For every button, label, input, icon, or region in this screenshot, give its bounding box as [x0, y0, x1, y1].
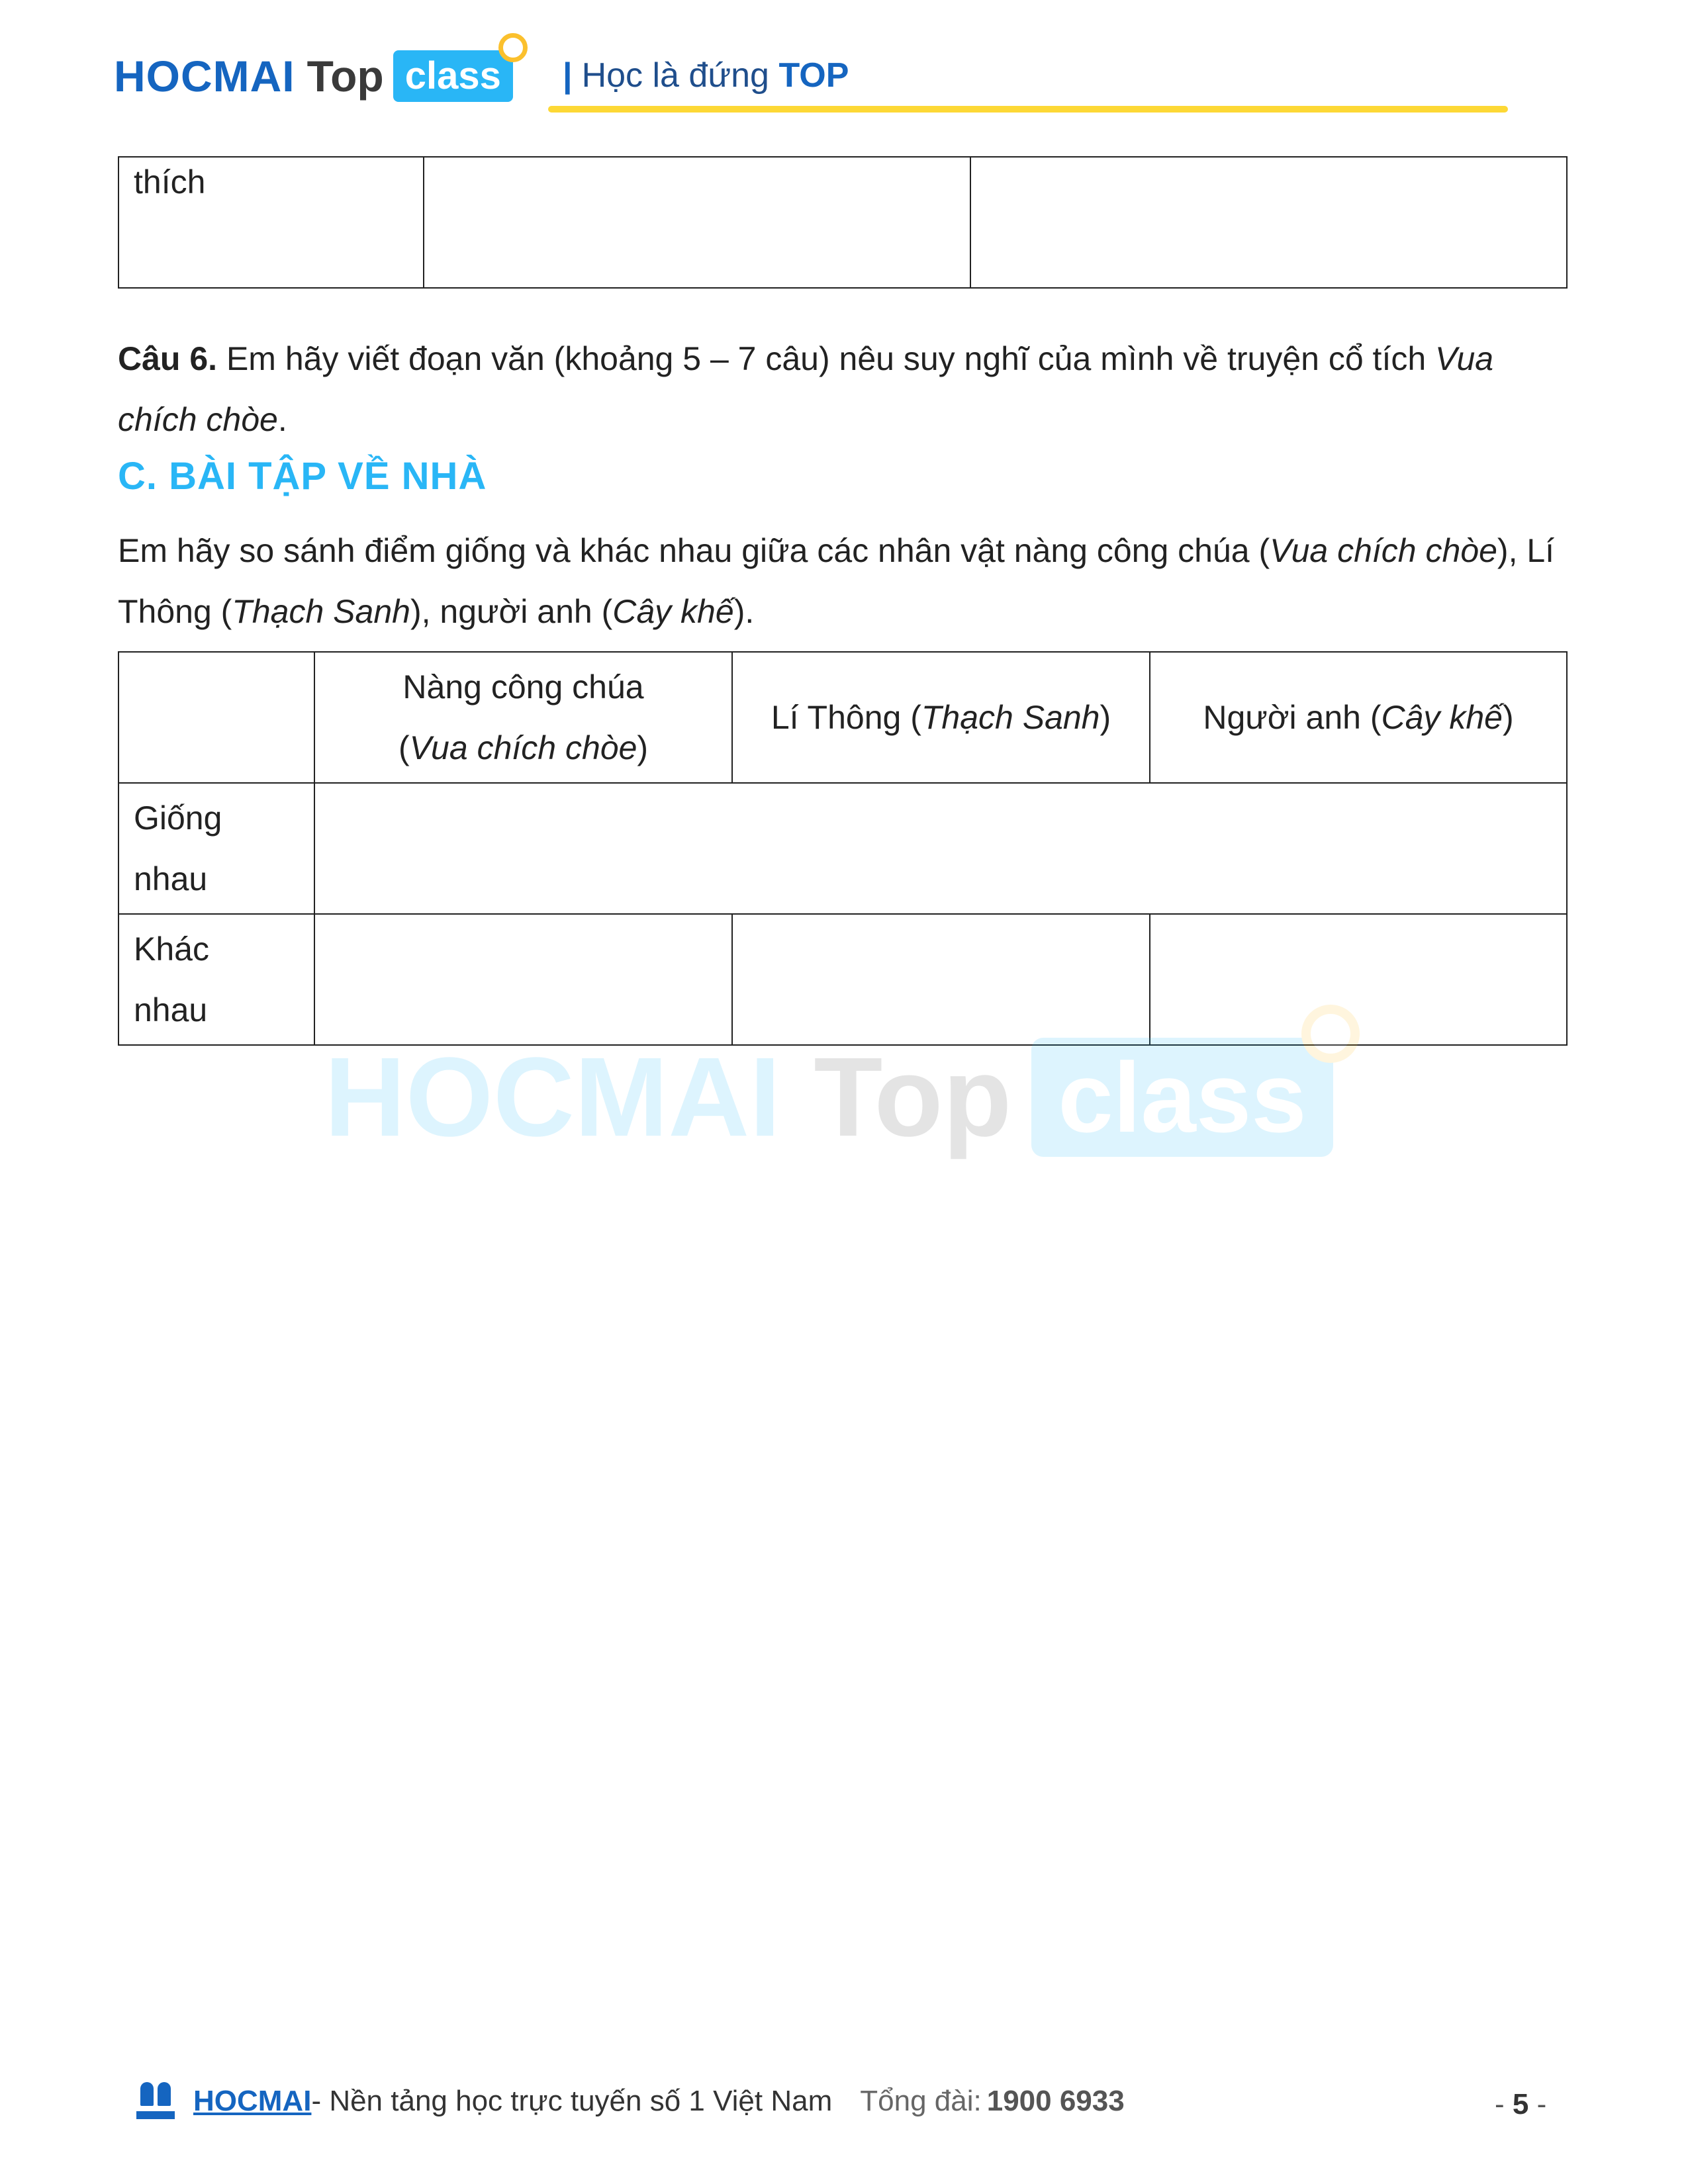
header-italic: Cây khế [1381, 699, 1503, 736]
watermark-top: Top [814, 1034, 1012, 1160]
question-6 [118, 328, 1571, 450]
instruction-italic: Vua chích chòe [1270, 532, 1497, 569]
instruction-part: ), Lí Thông ( [118, 532, 1555, 630]
page-number-suffix: - [1528, 2088, 1547, 2120]
page-footer [132, 2078, 1125, 2124]
header-italic: Thạch Sanh [921, 699, 1100, 736]
header-text: ( [398, 729, 410, 766]
question-6-text: Em hãy viết đoạn văn (khoảng 5 – 7 câu) nêu suy nghĩ của mình về truyện cổ tích [217, 340, 1436, 377]
hocmai-people-icon [132, 2078, 179, 2124]
homework-instructions [118, 520, 1571, 642]
answer-cell-similarities [314, 783, 1567, 914]
header-cell-princess [314, 652, 732, 783]
logo-hocmai-text: HOCMAI [114, 52, 295, 101]
gear-icon [498, 33, 528, 62]
instruction-part: Em hãy so sánh điểm giống và khác nhau giữa các nhân vật nàng công chúa ( [118, 532, 1270, 569]
table-corner-cell [118, 652, 314, 783]
row-label: nhau [134, 991, 208, 1028]
gear-icon [1301, 1005, 1360, 1063]
footer-brand-link[interactable]: HOCMAI [193, 2085, 312, 2117]
cell-text: thích [134, 163, 206, 201]
logo-class-badge [393, 50, 513, 102]
answer-cell-li-thong [732, 914, 1150, 1045]
watermark-hocmai: HOCMAI [324, 1034, 781, 1160]
row-label-cell [118, 914, 314, 1045]
tagline-bar: | [563, 56, 573, 95]
watermark-logo [324, 1032, 1333, 1162]
hocmai-topclass-logo [114, 46, 513, 106]
header-text: Nàng công chúa [402, 668, 644, 705]
header-cell-elder-brother [1150, 652, 1567, 783]
header-text: ) [1100, 699, 1111, 736]
table-row [118, 157, 1567, 288]
header-tagline [563, 56, 849, 95]
table-cell [424, 157, 970, 288]
page-number-prefix: - [1495, 2088, 1513, 2120]
page-number [1495, 2088, 1546, 2121]
header-italic: Vua chích chòe [409, 729, 637, 766]
instruction-italic: Thạch Sanh [232, 593, 410, 630]
header-text: Lí Thông ( [771, 699, 921, 736]
tagline-text: Học là đứng [581, 56, 769, 95]
footer-slogan: - Nền tảng học trực tuyến số 1 Việt Nam [311, 2085, 833, 2117]
question-6-end: . [277, 401, 287, 438]
row-label: nhau [134, 860, 208, 897]
table-cell [970, 157, 1567, 288]
page-number-value: 5 [1512, 2088, 1529, 2120]
watermark-class: class [1058, 1042, 1307, 1153]
question-6-title: Vua chích chòe [118, 340, 1494, 438]
question-6-label: Câu 6. [118, 340, 218, 377]
table-header-row [118, 652, 1567, 783]
row-label-cell [118, 783, 314, 914]
instruction-part: ), người anh ( [410, 593, 613, 630]
footer-phone: 1900 6933 [986, 2085, 1125, 2117]
footer-phone-label: Tổng đài: [860, 2085, 982, 2117]
header-cell-li-thong [732, 652, 1150, 783]
comparison-table [118, 651, 1568, 1046]
row-label: Giống [134, 799, 222, 837]
header-text: Người anh ( [1203, 699, 1382, 736]
table-cell [118, 157, 424, 288]
header-divider [548, 106, 1508, 113]
row-label: Khác [134, 931, 209, 968]
logo-top-text: Top [306, 52, 384, 101]
tagline-top: TOP [778, 56, 849, 95]
answer-cell-princess [314, 914, 732, 1045]
header-text: ) [637, 729, 649, 766]
section-heading: C. BÀI TẬP VỀ NHÀ [118, 455, 487, 498]
instruction-italic: Cây khế [612, 593, 734, 630]
previous-table-tail [118, 156, 1568, 289]
instruction-part: ). [733, 593, 755, 630]
logo-class-text: class [404, 54, 501, 97]
watermark-class-badge [1031, 1038, 1333, 1157]
header-text: ) [1502, 699, 1514, 736]
table-row-similarities [118, 783, 1567, 914]
